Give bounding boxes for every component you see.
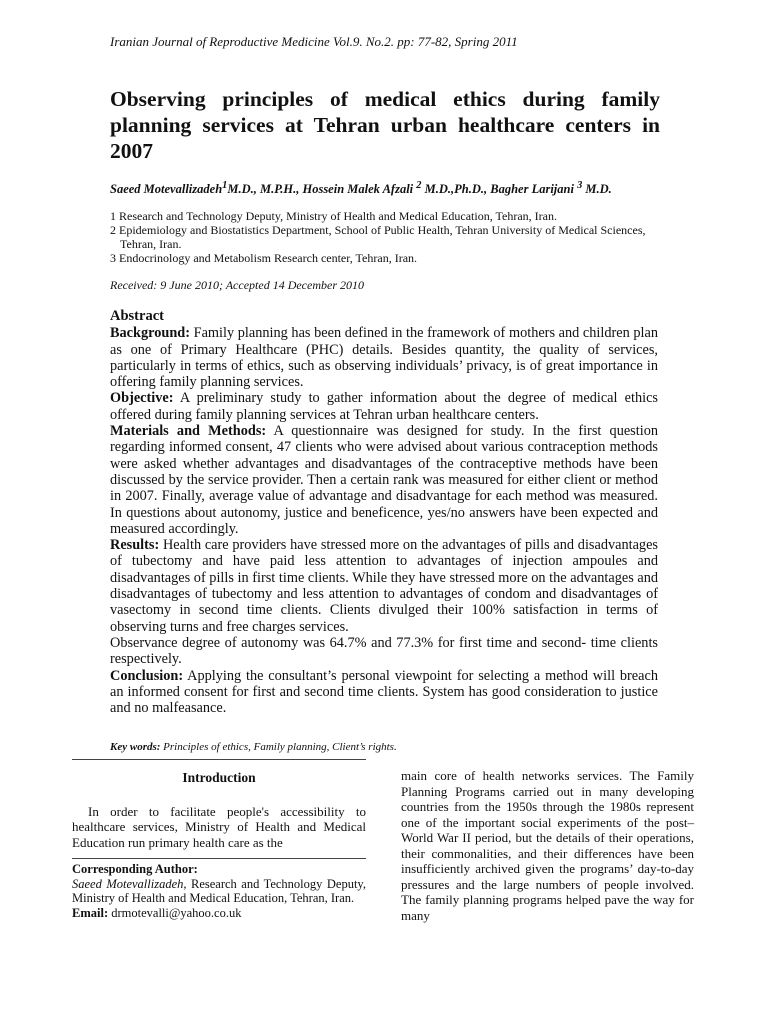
author-3-degrees: M.D.: [582, 182, 612, 197]
methods-text: A questionnaire was designed for study. In the first question regarding informed consent, 47 clients who were advised about various contraception methods were asked whether advantages and disadvantages of the contraceptive methods have been discussed by the service provider. Then a certain rank was measured for either client or method in 2007. Finally, average value of advantage and disadvantage for each method was measured. In questions about autonomy, justice and beneficence, yes/no answers have been expected and measured accordingly.: [110, 423, 658, 537]
author-2-affil-mark: 2: [416, 180, 422, 191]
author-1-name: Saeed Motevallizadeh: [110, 182, 223, 197]
author-2-degrees: M.D.,Ph.D.,: [421, 182, 491, 197]
email-label: Email:: [72, 905, 109, 920]
corresponding-author-box: [72, 862, 366, 920]
affiliation-item: 2 Epidemiology and Biostatistics Department, School of Public Health, Tehran University of Medical Sciences, Tehran, Iran.: [110, 223, 646, 251]
abstract-autonomy: Observance degree of autonomy was 64.7% and 77.3% for first time and second- time clients respectively.: [110, 634, 658, 668]
corresponding-email-line: [72, 906, 366, 921]
abstract-conclusion: [110, 668, 658, 717]
results-label: Results:: [110, 537, 160, 554]
objective-label: Objective:: [110, 390, 174, 407]
author-2-name: Hossein Malek Afzali: [302, 182, 417, 197]
author-3-affil-mark: 3: [577, 180, 583, 191]
section-divider: [72, 759, 366, 760]
author-3-name: Bagher Larijani: [490, 182, 578, 197]
introduction-paragraph: In order to facilitate people's accessibility to healthcare services, Ministry of Health and Medical Education run primary health care as the: [72, 803, 366, 850]
introduction-heading: Introduction: [182, 770, 256, 785]
right-column-text: main core of health networks services. The Family Planning Programs carried out in many developing countries from the 1950s through the 1980s represent one of the important social experiments of the post–World War II period, but the details of their operations, their commonalities, and their differences have been insufficiently archived given the programs’ day-to-day pressures and the large numbers of people involved. The family planning programs helped pave the way for many: [401, 768, 694, 923]
abstract-background: [110, 325, 658, 390]
abstract-results: [110, 537, 658, 635]
left-column: [72, 768, 366, 850]
background-text: Family planning has been defined in the framework of mothers and children plan as one of Primary Healthcare (PHC) details. Besides quantity, the quality of services, particularly in terms of ethics, such as observing individuals’ privacy, is of great importance in offering family planning services.: [110, 325, 658, 391]
keywords-text: Principles of ethics, Family planning, Client’s rights.: [160, 741, 397, 753]
corresponding-address: , Research and Technology Deputy, Ministry of Health and Medical Education, Tehran, Iran.: [72, 876, 366, 905]
author-1-degrees: M.D., M.P.H.,: [227, 182, 303, 197]
abstract-objective: [110, 390, 658, 423]
affiliation-list: [110, 209, 650, 265]
background-label: Background:: [110, 325, 190, 342]
corresponding-details: [72, 877, 366, 906]
affiliation-item: 1 Research and Technology Deputy, Ministry of Health and Medical Education, Tehran, Iran.: [110, 209, 557, 223]
abstract-methods: [110, 423, 658, 537]
abstract-heading: Abstract: [110, 308, 164, 324]
conclusion-text: Applying the consultant’s personal viewpoint for selecting a method will breach an informed consent for first and second time clients. System has good consideration to justice and no malfeasance.: [110, 667, 658, 717]
keywords-line: [110, 741, 670, 753]
paper-title: Observing principles of medical ethics during family planning services at Tehran urban healthcare centers in 2007: [110, 87, 660, 163]
methods-label: Materials and Methods:: [110, 423, 267, 440]
results-text: Health care providers have stressed more on the advantages of pills and disadvantages of tubectomy and have paid less attention to advantages of injection ampoules and disadvantages of pills in first time clients. While they have stressed more on the advantages and disadvantages of tubectomy and less attention to advantages of condom and disadvantages of vasectomy in second time clients. Clients divulged their 100% satisfaction in terms of observing turns and free charges services.: [110, 537, 658, 635]
author-line: [110, 180, 670, 197]
author-1-affil-mark: 1: [222, 180, 228, 191]
affiliation-item: 3 Endocrinology and Metabolism Research center, Tehran, Iran.: [110, 251, 418, 265]
received-dates: Received: 9 June 2010; Accepted 14 December 2010: [110, 278, 364, 292]
running-head: Iranian Journal of Reproductive Medicine Vol.9. No.2. pp: 77-82, Spring 2011: [110, 34, 518, 49]
footnote-divider: [72, 858, 366, 859]
keywords-label: Key words:: [110, 741, 161, 753]
conclusion-label: Conclusion:: [110, 667, 184, 684]
corresponding-heading: Corresponding Author:: [72, 862, 198, 876]
objective-text: A preliminary study to gather information about the degree of medical ethics offered during family planning services at Tehran urban healthcare centers.: [110, 390, 658, 423]
corresponding-name: Saeed Motevallizadeh: [72, 876, 184, 891]
abstract-section: [110, 308, 658, 716]
email-address: drmotevalli@yahoo.co.uk: [108, 905, 242, 920]
